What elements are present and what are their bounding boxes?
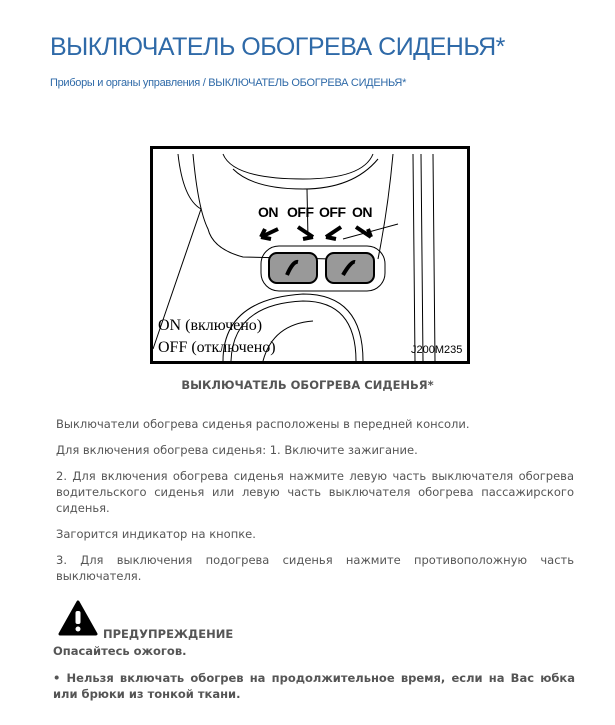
page-title: ВЫКЛЮЧАТЕЛЬ ОБОГРЕВА СИДЕНЬЯ*	[50, 33, 505, 61]
legend-off: OFF (отключено)	[158, 339, 276, 356]
warning-icon	[58, 600, 98, 636]
breadcrumb-parent-link[interactable]: Приборы и органы управления	[50, 77, 200, 89]
figure-caption: ВЫКЛЮЧАТЕЛЬ ОБОГРЕВА СИДЕНЬЯ*	[181, 378, 434, 392]
label-on-left: ON	[258, 204, 278, 220]
label-off-left: OFF	[287, 204, 314, 220]
breadcrumb-current: ВЫКЛЮЧАТЕЛЬ ОБОГРЕВА СИДЕНЬЯ*	[208, 77, 407, 89]
warning-bullet: • Нельзя включать обогрев на продолжительное время, если на Вас юбка или брюки из тонкой ткани.	[53, 671, 575, 701]
label-off-right: OFF	[319, 204, 346, 220]
legend-on: ON (включено)	[158, 317, 263, 334]
paragraph: Загорится индикатор на кнопке.	[56, 527, 256, 541]
seat-heater-switch-figure	[150, 146, 470, 364]
warning-subtitle: Опасайтесь ожогов.	[53, 644, 187, 658]
breadcrumb	[50, 77, 406, 89]
breadcrumb-separator: /	[199, 77, 209, 89]
figure-code: J200M235	[411, 344, 463, 356]
warning-title: ПРЕДУПРЕЖДЕНИЕ	[103, 627, 234, 641]
paragraph: 3. Для выключения подогрева сиденья нажмите противоположную часть выключателя.	[56, 553, 574, 583]
paragraph: 2. Для включения обогрева сиденья нажмите левую часть выключателя обогрева водительского сиденья или левую часть выключателя обогрева пассажирского сиденья.	[56, 469, 574, 515]
paragraph: Для включения обогрева сиденья: 1. Включите зажигание.	[56, 443, 418, 457]
label-on-right: ON	[352, 204, 372, 220]
paragraph: Выключатели обогрева сиденья расположены в передней консоли.	[56, 417, 470, 431]
